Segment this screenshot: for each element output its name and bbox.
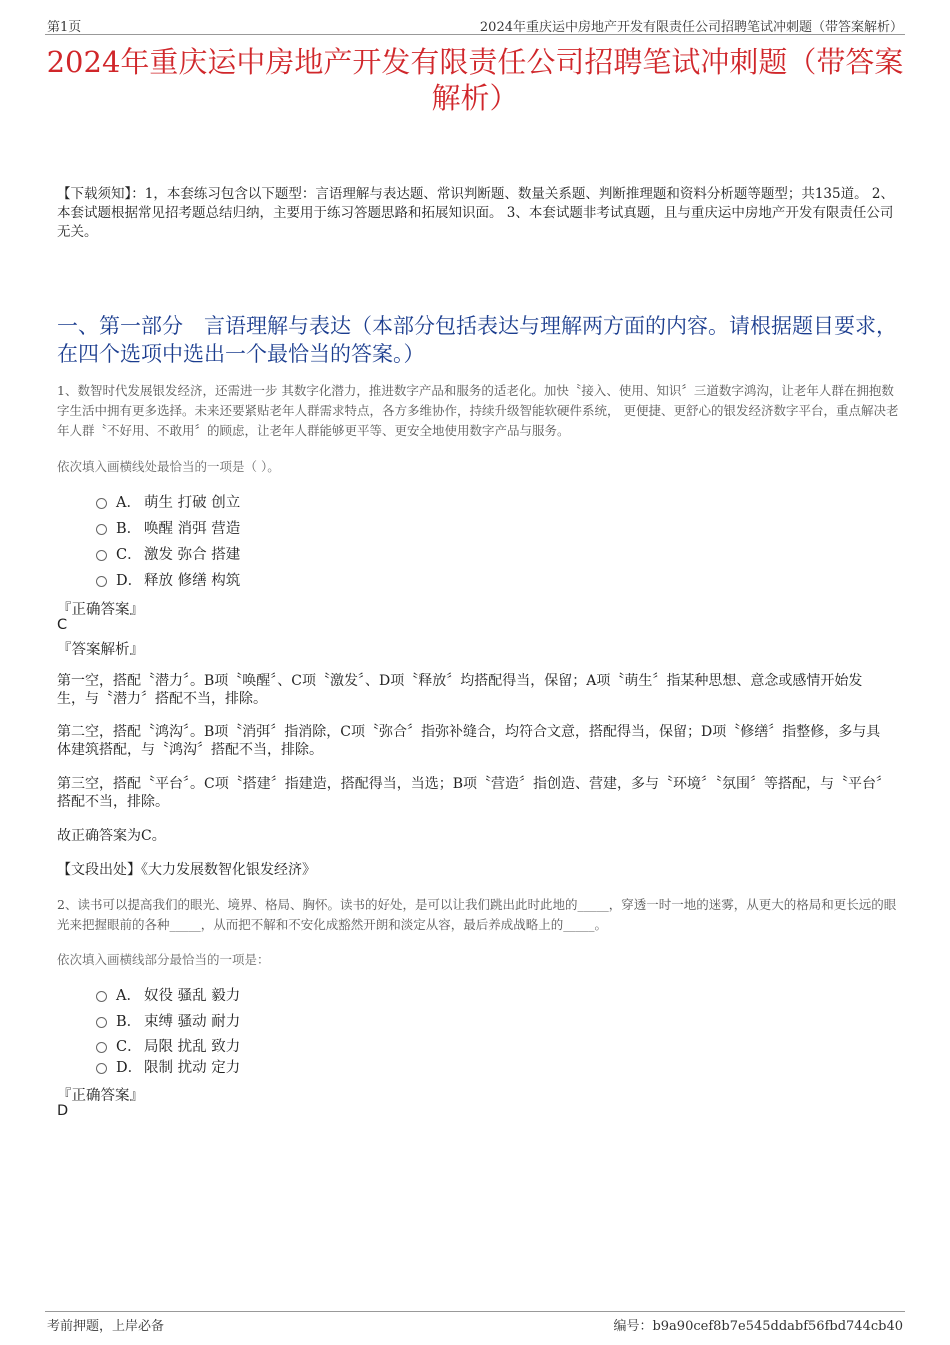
option-letter: B． — [116, 521, 142, 537]
question-1-text: 1、数智时代发展银发经济，还需进一步 其数字化潜力，推进数字产品和服务的适老化。加快〝接入、使用、知识〞三道数字鸿沟，让老年人群在拥抱数字生活中拥有更多选择。未来还要紧贴老年人群需求特点，各方多维协作，持续升级智能软硬件系统， 更便捷、更舒心的银发经济数字平台，重点解决老年人群〝不好用、不敢用〞的顾虑，让老年人群能够更平等、更安全地使用数字产品与服务。 — [57, 383, 899, 438]
analysis-paragraph: 第二空，搭配〝鸿沟〞。B项〝消弭〞指消除，C项〝弥合〞指弥补缝合，均符合文意，搭配得当，保留；D项〝修缮〞指整修，多与具体建筑搭配，与〝鸿沟〞搭配不当，排除。 — [57, 724, 881, 758]
question-1-option-a[interactable] — [96, 491, 240, 512]
question-1-option-b[interactable] — [96, 517, 240, 538]
question-2-option-c[interactable] — [96, 1035, 240, 1056]
option-text: 局限 扰乱 致力 — [144, 1039, 241, 1055]
page-title: 2024年重庆运中房地产开发有限责任公司招聘笔试冲刺题（带答案解析） — [46, 45, 904, 115]
analysis-conclusion: 故正确答案为C。 — [57, 828, 166, 844]
option-text: 萌生 打破 创立 — [144, 495, 241, 511]
option-letter: C． — [116, 547, 142, 563]
option-letter: B． — [116, 1014, 142, 1030]
question-2-prompt: 依次填入画横线部分最恰当的一项是： — [57, 952, 270, 967]
option-letter: D． — [116, 573, 143, 589]
page-footer — [45, 1311, 905, 1336]
correct-answer: C — [57, 617, 68, 633]
option-text: 激发 弥合 搭建 — [144, 547, 241, 563]
radio-icon[interactable] — [96, 498, 107, 509]
analysis-label: 『答案解析』 — [57, 642, 144, 658]
radio-icon[interactable] — [96, 1042, 107, 1053]
option-text: 奴役 骚乱 毅力 — [144, 988, 241, 1004]
answer-label: 『正确答案』 — [57, 602, 144, 618]
option-letter: C． — [116, 1039, 142, 1055]
radio-icon[interactable] — [96, 991, 107, 1002]
radio-icon[interactable] — [96, 1017, 107, 1028]
radio-icon[interactable] — [96, 1063, 107, 1074]
option-text: 限制 扰动 定力 — [144, 1060, 241, 1076]
question-2-option-a[interactable] — [96, 984, 240, 1005]
answer-label: 『正确答案』 — [57, 1088, 144, 1104]
question-2-option-d[interactable] — [96, 1056, 240, 1077]
correct-answer: D — [57, 1103, 69, 1119]
download-notice: 【下载须知】：1，本套练习包含以下题型：言语理解与表达题、常识判断题、数量关系题、判断推理题和资料分析题等题型；共135道。 2、本套试题根据常见招考题总结归纳，主要用于练习答题思路和拓展知识面。 3、本套试题非考试真题，且与重庆运中房地产开发有限责任公司无关。 — [57, 186, 894, 240]
footer-slogan: 考前押题，上岸必备 — [47, 1319, 165, 1334]
option-letter: D． — [116, 1060, 143, 1076]
analysis-paragraph: 第一空，搭配〝潜力〞。B项〝唤醒〞、C项〝激发〞、D项〝释放〞均搭配得当，保留；A项〝萌生〞指某种思想、意念或感情开始发生，与〝潜力〞搭配不当，排除。 — [57, 673, 863, 707]
source-citation: 【文段出处】《大力发展数智化银发经济》 — [57, 862, 316, 878]
page-header — [45, 14, 905, 35]
section-heading: 一、第一部分 言语理解与表达（本部分包括表达与理解两方面的内容。请根据题目要求，在四个选项中选出一个最恰当的答案。） — [57, 314, 897, 366]
question-1-option-d[interactable] — [96, 569, 240, 590]
option-text: 束缚 骚动 耐力 — [144, 1014, 241, 1030]
radio-icon[interactable] — [96, 576, 107, 587]
option-letter: A． — [116, 495, 141, 511]
option-letter: A． — [116, 988, 141, 1004]
option-text: 释放 修缮 构筑 — [144, 573, 241, 589]
header-doc-title: 2024年重庆运中房地产开发有限责任公司招聘笔试冲刺题（带答案解析） — [479, 20, 903, 35]
radio-icon[interactable] — [96, 524, 107, 535]
question-2-option-b[interactable] — [96, 1010, 240, 1031]
analysis-paragraph: 第三空，搭配〝平台〞。C项〝搭建〞指建造，搭配得当，当选；B项〝营造〞指创造、营建，多与〝环境〞〝氛围〞等搭配，与〝平台〞搭配不当，排除。 — [57, 776, 890, 810]
question-1-option-c[interactable] — [96, 543, 240, 564]
document-id: 编号：b9a90cef8b7e545ddabf56fbd744cb40 — [613, 1319, 903, 1334]
page-number: 第1页 — [47, 20, 82, 35]
radio-icon[interactable] — [96, 550, 107, 561]
question-1-prompt: 依次填入画横线处最恰当的一项是（ ）。 — [57, 459, 280, 474]
question-2-text: 2、读书可以提高我们的眼光、境界、格局、胸怀。读书的好处，是可以让我们跳出此时此地的_____，穿透一时一地的迷雾，从更大的格局和更长远的眼光来把握眼前的各种_____，从而把不解和不安化成豁然开朗和淡定从容，最后养成战略上的_____。 — [57, 897, 897, 932]
option-text: 唤醒 消弭 营造 — [144, 521, 241, 537]
